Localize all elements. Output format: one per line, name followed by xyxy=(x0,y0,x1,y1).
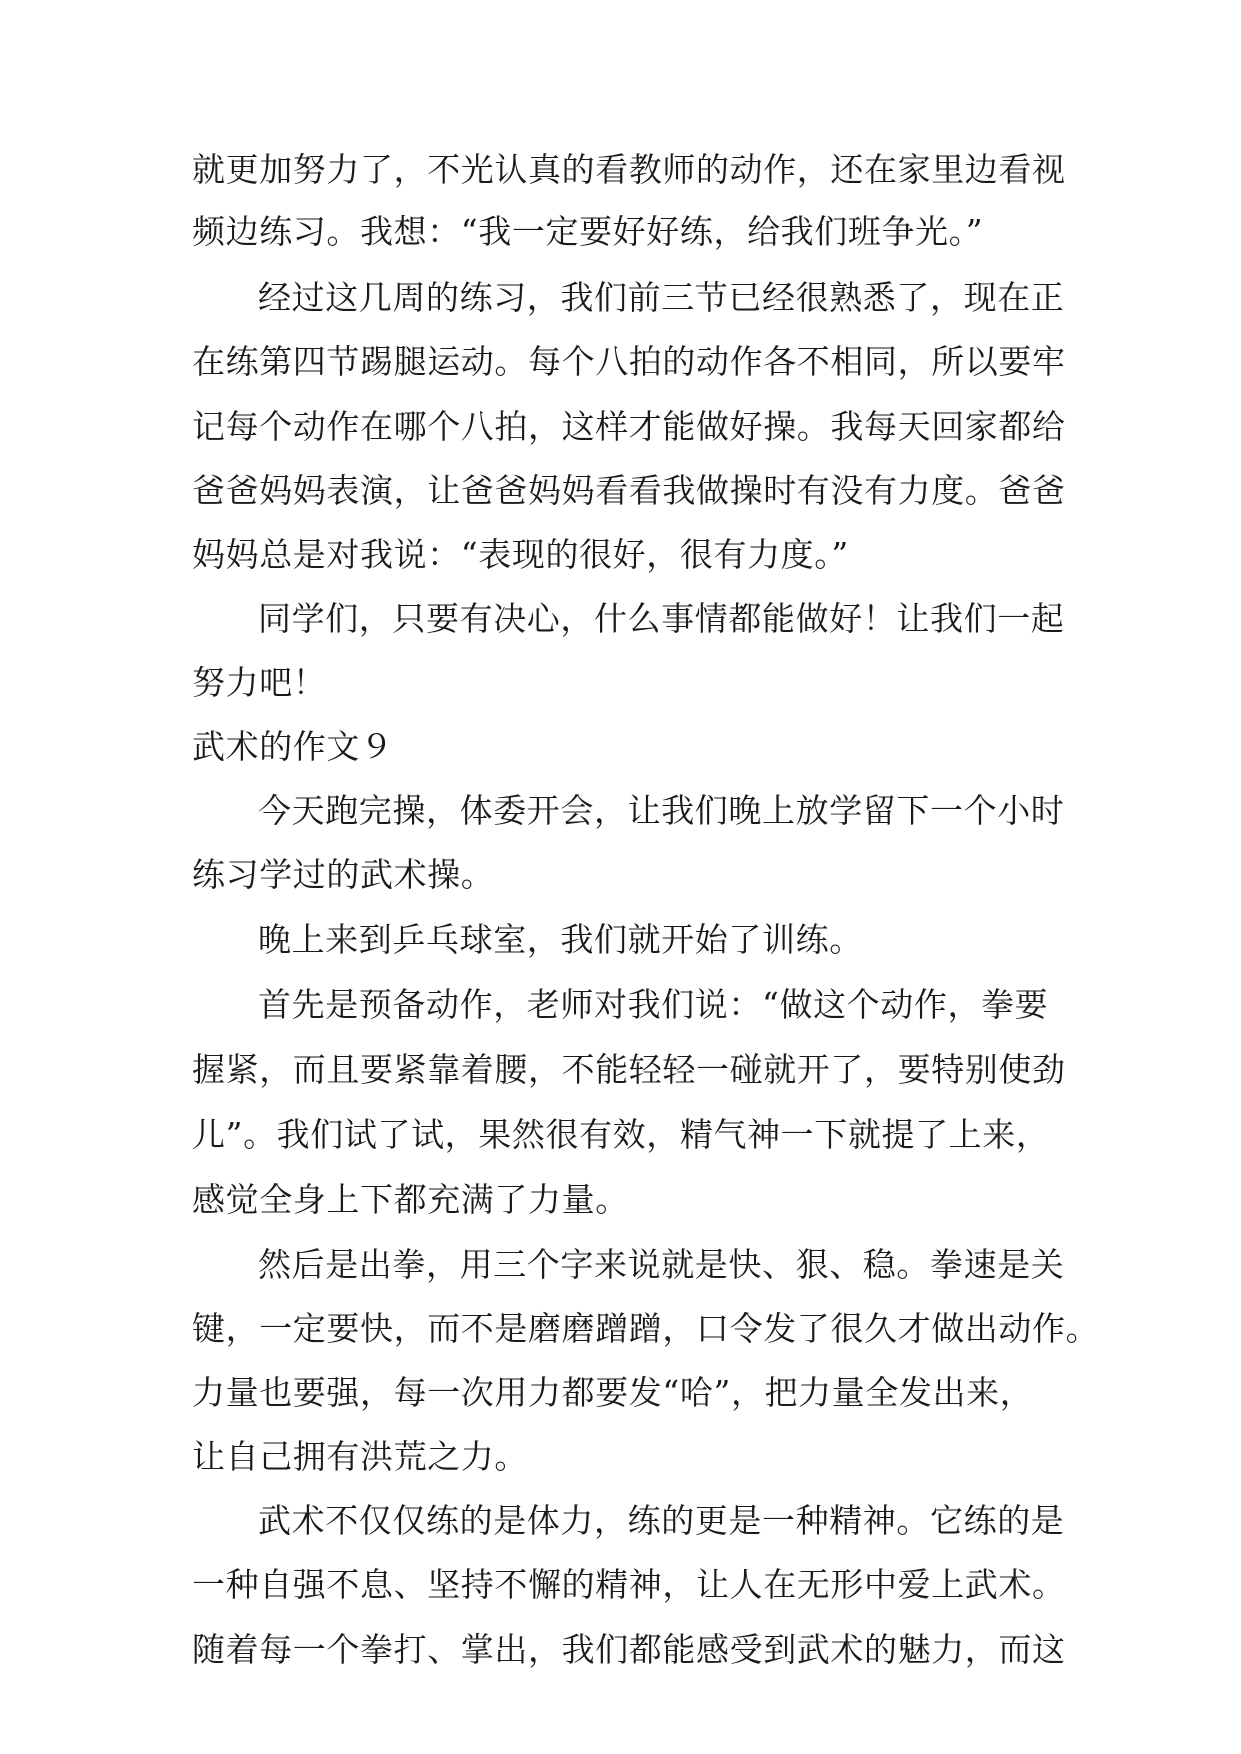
text-line: 频边练习。我想：“我一定要好好练，给我们班争光。” xyxy=(192,212,984,251)
text-line: 妈妈总是对我说：“表现的很好，很有力度。” xyxy=(192,535,849,574)
text-line: 在练第四节踢腿运动。每个八拍的动作各不相同，所以要牢 xyxy=(192,342,1066,381)
paragraph-start-line: 晚上来到乒乓球室，我们就开始了训练。 xyxy=(258,920,863,959)
section-heading: 武术的作文９ xyxy=(192,727,394,766)
text-line: 就更加努力了，不光认真的看教师的动作，还在家里边看视 xyxy=(192,150,1066,189)
text-line: 让自己拥有洪荒之力。 xyxy=(192,1437,528,1476)
text-line: 记每个动作在哪个八拍，这样才能做好操。我每天回家都给 xyxy=(192,407,1066,446)
text-line: 努力吧！ xyxy=(192,663,327,702)
text-line: 爸爸妈妈表演，让爸爸妈妈看看我做操时有没有力度。爸爸 xyxy=(192,471,1066,510)
paragraph-start-line: 首先是预备动作，老师对我们说：“做这个动作，拳要 xyxy=(258,985,1049,1024)
paragraph-start-line: 经过这几周的练习，我们前三节已经很熟悉了，现在正 xyxy=(258,278,1065,317)
paragraph-start-line: 今天跑完操，体委开会，让我们晚上放学留下一个小时 xyxy=(258,791,1065,830)
text-line: 感觉全身上下都充满了力量。 xyxy=(192,1180,629,1219)
text-line: 键，一定要快，而不是磨磨蹭蹭，口令发了很久才做出动作。 xyxy=(192,1309,1100,1348)
text-line: 儿”。我们试了试，果然很有效，精气神一下就提了上来， xyxy=(192,1115,1050,1154)
paragraph-start-line: 武术不仅仅练的是体力，练的更是一种精神。它练的是 xyxy=(258,1501,1065,1540)
paragraph-start-line: 同学们，只要有决心，什么事情都能做好！让我们一起 xyxy=(258,599,1065,638)
paragraph-start-line: 然后是出拳，用三个字来说就是快、狠、稳。拳速是关 xyxy=(258,1245,1065,1284)
text-line: 握紧，而且要紧靠着腰，不能轻轻一碰就开了，要特别使劲 xyxy=(192,1050,1066,1089)
text-line: 随着每一个拳打、掌出，我们都能感受到武术的魅力，而这 xyxy=(192,1630,1066,1669)
text-line: 练习学过的武术操。 xyxy=(192,855,495,894)
text-line: 力量也要强，每一次用力都要发“哈”，把力量全发出来， xyxy=(192,1373,1034,1412)
text-line: 一种自强不息、坚持不懈的精神，让人在无形中爱上武术。 xyxy=(192,1565,1066,1604)
